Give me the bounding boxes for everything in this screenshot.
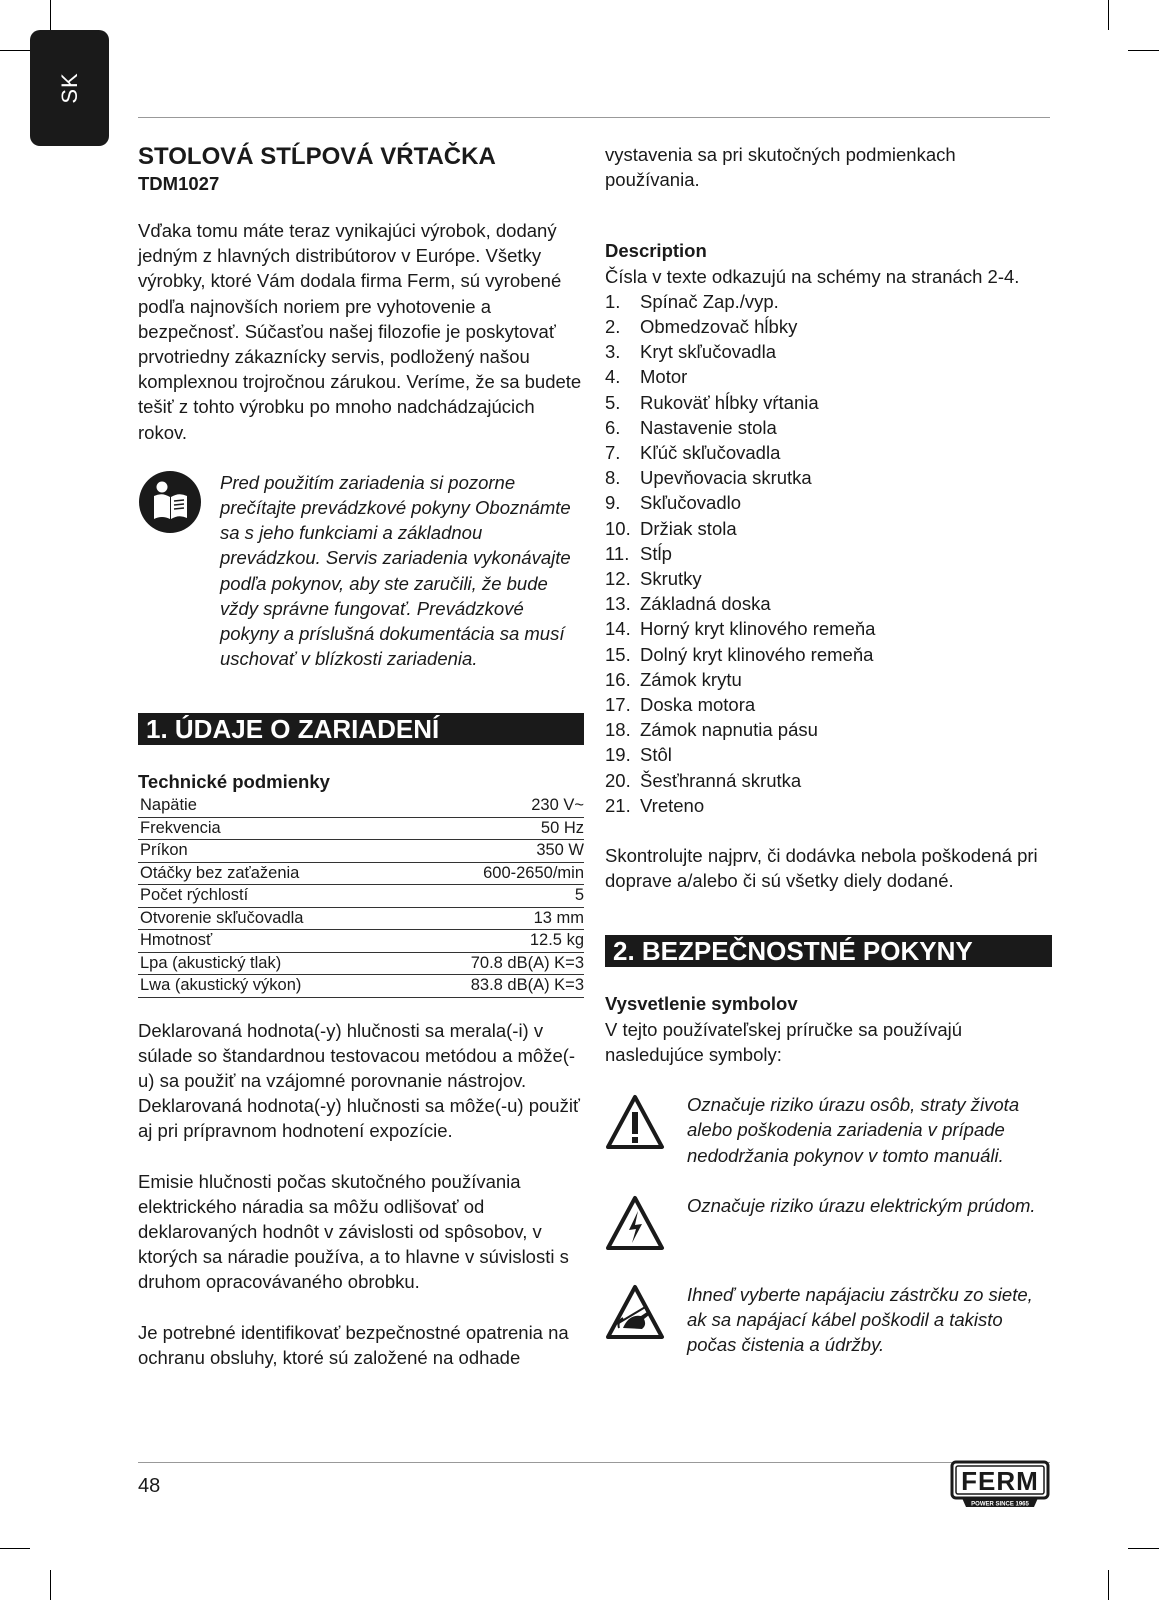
crop-mark bbox=[0, 50, 30, 51]
part-number: 19. bbox=[605, 744, 631, 766]
read-manual-icon bbox=[138, 470, 220, 672]
spec-row bbox=[138, 975, 584, 998]
spec-label: Otáčky bez zaťaženia bbox=[138, 862, 401, 885]
part-number: 18. bbox=[605, 719, 631, 741]
part-name: Šesťhranná skrutka bbox=[640, 769, 802, 791]
noise-paragraph: Deklarovaná hodnota(-y) hlučnosti sa merala(-i) v súlade so štandardnou testovacou metódou a môže(-u) sa použiť na vzájomné porovnanie nástrojov. bbox=[138, 1019, 576, 1092]
description-intro: Čísla v texte odkazujú na schémy na stranách 2-4. bbox=[605, 265, 1020, 287]
unplug-symbol-text: Ihneď vyberte napájaciu zástrčku zo siete, ak sa napájací kábel poškodil a takisto počas čistenia a údržby. bbox=[687, 1283, 1033, 1356]
part-name: Obmedzovač hĺbky bbox=[640, 316, 798, 338]
part-number: 4. bbox=[605, 366, 621, 388]
part-number: 17. bbox=[605, 694, 631, 716]
part-number: 6. bbox=[605, 416, 621, 438]
unplug-icon bbox=[605, 1282, 687, 1358]
list-item bbox=[605, 289, 1052, 314]
electric-hazard-icon bbox=[605, 1193, 687, 1257]
list-item bbox=[605, 642, 1052, 667]
spec-row bbox=[138, 907, 584, 930]
list-item bbox=[605, 768, 1052, 793]
part-number: 9. bbox=[605, 492, 621, 514]
svg-text:POWER SINCE 1965: POWER SINCE 1965 bbox=[971, 1501, 1029, 1508]
part-name: Vreteno bbox=[640, 794, 705, 816]
spec-row bbox=[138, 795, 584, 818]
page-title: STOLOVÁ STĹPOVÁ VŔTAČKA bbox=[138, 143, 496, 170]
list-item bbox=[605, 692, 1052, 717]
check-delivery-text: Skontrolujte najprv, či dodávka nebola poškodená pri doprave a/alebo či sú všetky diely dodané. bbox=[605, 845, 1038, 892]
top-rule bbox=[138, 117, 1050, 118]
noise-paragraph: Deklarovaná hodnota(-y) hlučnosti sa môže(-u) použiť aj pri prípravnom hodnotení expozície. bbox=[138, 1095, 580, 1142]
spec-value: 350 W bbox=[401, 840, 584, 863]
part-number: 3. bbox=[605, 341, 621, 363]
page-number: 48 bbox=[138, 1475, 161, 1497]
spec-value: 83.8 dB(A) K=3 bbox=[401, 975, 584, 998]
symbol-row bbox=[605, 1193, 1052, 1257]
noise-paragraph: Je potrebné identifikovať bezpečnostné opatrenia na ochranu obsluhy, ktoré sú založené na odhade bbox=[138, 1321, 569, 1368]
part-number: 10. bbox=[605, 517, 631, 539]
bottom-rule bbox=[138, 1462, 1050, 1463]
part-number: 20. bbox=[605, 769, 631, 791]
part-name: Zámok napnutia pásu bbox=[640, 719, 818, 741]
list-item bbox=[605, 591, 1052, 616]
part-number: 16. bbox=[605, 668, 631, 690]
part-number: 11. bbox=[605, 542, 630, 564]
warning-icon bbox=[605, 1092, 687, 1168]
part-number: 13. bbox=[605, 593, 631, 615]
list-item bbox=[605, 440, 1052, 465]
part-name: Doska motora bbox=[640, 694, 756, 716]
electric-symbol-text: Označuje riziko úrazu elektrickým prúdom. bbox=[687, 1194, 1036, 1216]
spec-value: 12.5 kg bbox=[401, 930, 584, 953]
part-name: Dolný kryt klinového remeňa bbox=[640, 643, 874, 665]
part-name: Zámok krytu bbox=[640, 668, 742, 690]
intro-paragraph: Vďaka tomu máte teraz vynikajúci výrobok, dodaný jedným z hlavných distribútorov v Európe. Všetky výrobky, ktoré Vám dodala firma Ferm, sú vyrobené podľa najnovších noriem pre vyhotovenie a bezpečnosť. Súčasťou našej filozofie je poskytovať prvotriedny zákaznícky servis, podložený našou komplexnou trojročnou zárukou. Veríme, že sa budete tešiť z tohto výrobku po mnoho nadchádzajúcich rokov. bbox=[138, 220, 582, 443]
part-name: Horný kryt klinového remeňa bbox=[640, 618, 876, 640]
spec-value: 230 V~ bbox=[401, 795, 584, 818]
list-item bbox=[605, 566, 1052, 591]
crop-mark bbox=[50, 1570, 51, 1600]
symbol-row bbox=[605, 1282, 1052, 1358]
list-item bbox=[605, 667, 1052, 692]
spec-value: 50 Hz bbox=[401, 817, 584, 840]
spec-row bbox=[138, 952, 584, 975]
part-name: Základná doska bbox=[640, 593, 771, 615]
part-name: Držiak stola bbox=[640, 517, 737, 539]
crop-mark bbox=[0, 1548, 30, 1549]
crop-mark bbox=[50, 0, 51, 30]
section-heading-1: 1. ÚDAJE O ZARIADENÍ bbox=[138, 713, 584, 745]
part-number: 5. bbox=[605, 391, 621, 413]
crop-mark bbox=[1108, 0, 1109, 30]
list-item bbox=[605, 541, 1052, 566]
parts-list bbox=[605, 289, 1052, 818]
language-tab bbox=[30, 30, 109, 146]
list-item bbox=[605, 314, 1052, 339]
manual-note-text: Pred použitím zariadenia si pozorne prečítajte prevádzkové pokyny Oboznámte sa s jeho funkciami a základnou prevádzkou. Servis zariadenia vykonávajte podľa pokynov, aby ste zaručili, že bude vždy správne fungovať. Prevádzkové pokyny a príslušná dokumentácia sa musí uschovať v blízkosti zariadenia. bbox=[220, 471, 571, 670]
spec-value: 70.8 dB(A) K=3 bbox=[401, 952, 584, 975]
symbols-intro: V tejto používateľskej príručke sa používajú nasledujúce symboly: bbox=[605, 1018, 963, 1065]
part-number: 8. bbox=[605, 467, 621, 489]
spec-value: 5 bbox=[401, 885, 584, 908]
part-number: 1. bbox=[605, 290, 621, 312]
part-name: Motor bbox=[640, 366, 688, 388]
part-number: 2. bbox=[605, 316, 621, 338]
spec-row bbox=[138, 840, 584, 863]
part-name: Kryt skľučovadla bbox=[640, 341, 776, 363]
list-item bbox=[605, 339, 1052, 364]
part-name: Stôl bbox=[640, 744, 672, 766]
spec-row bbox=[138, 885, 584, 908]
model-number: TDM1027 bbox=[138, 173, 220, 194]
part-name: Spínač Zap./vyp. bbox=[640, 290, 779, 312]
spec-label: Počet rýchlostí bbox=[138, 885, 401, 908]
svg-text:FERM: FERM bbox=[961, 1466, 1039, 1496]
description-heading: Description bbox=[605, 240, 707, 262]
part-number: 12. bbox=[605, 568, 631, 590]
spec-table bbox=[138, 795, 584, 998]
spec-label: Napätie bbox=[138, 795, 401, 818]
crop-mark bbox=[1128, 50, 1159, 51]
spec-label: Lwa (akustický výkon) bbox=[138, 975, 401, 998]
part-number: 15. bbox=[605, 643, 631, 665]
tech-heading: Technické podmienky bbox=[138, 771, 330, 793]
spec-row bbox=[138, 862, 584, 885]
ferm-logo bbox=[950, 1460, 1050, 1510]
continued-text: vystavenia sa pri skutočných podmienkach používania. bbox=[605, 144, 956, 191]
list-item bbox=[605, 616, 1052, 641]
symbols-heading: Vysvetlenie symbolov bbox=[605, 993, 798, 1015]
part-name: Skľučovadlo bbox=[640, 492, 742, 514]
section-heading-2: 2. BEZPEČNOSTNÉ POKYNY bbox=[605, 935, 1052, 967]
list-item bbox=[605, 465, 1052, 490]
spec-label: Frekvencia bbox=[138, 817, 401, 840]
part-name: Skrutky bbox=[640, 568, 702, 590]
language-code: SK bbox=[56, 72, 82, 104]
manual-note bbox=[138, 470, 584, 672]
part-number: 14. bbox=[605, 618, 631, 640]
part-name: Stĺp bbox=[640, 542, 672, 564]
crop-mark bbox=[1108, 1570, 1109, 1600]
list-item bbox=[605, 490, 1052, 515]
left-column bbox=[138, 142, 584, 1370]
list-item bbox=[605, 717, 1052, 742]
part-name: Kľúč skľučovadla bbox=[640, 442, 781, 464]
list-item bbox=[605, 793, 1052, 818]
part-name: Upevňovacia skrutka bbox=[640, 467, 812, 489]
symbol-row bbox=[605, 1092, 1052, 1168]
spec-row bbox=[138, 817, 584, 840]
part-number: 21. bbox=[605, 794, 631, 816]
spec-label: Lpa (akustický tlak) bbox=[138, 952, 401, 975]
spec-value: 13 mm bbox=[401, 907, 584, 930]
spec-label: Otvorenie skľučovadla bbox=[138, 907, 401, 930]
list-item bbox=[605, 742, 1052, 767]
spec-value: 600-2650/min bbox=[401, 862, 584, 885]
part-number: 7. bbox=[605, 442, 621, 464]
part-name: Nastavenie stola bbox=[640, 416, 777, 438]
crop-mark bbox=[1128, 1548, 1159, 1549]
list-item bbox=[605, 516, 1052, 541]
warning-symbol-text: Označuje riziko úrazu osôb, straty života alebo poškodenia zariadenia v prípade nedodržania pokynov v tomto manuáli. bbox=[687, 1094, 1020, 1166]
spec-label: Hmotnosť bbox=[138, 930, 401, 953]
list-item bbox=[605, 390, 1052, 415]
spec-row bbox=[138, 930, 584, 953]
right-column bbox=[605, 142, 1052, 1358]
list-item bbox=[605, 415, 1052, 440]
part-name: Rukoväť hĺbky vŕtania bbox=[640, 391, 819, 413]
list-item bbox=[605, 364, 1052, 389]
noise-paragraph: Emisie hlučnosti počas skutočného používania elektrického náradia sa môžu odlišovať od deklarovaných hodnôt v závislosti od spôsobov, v ktorých sa náradie používa, a to hlavne v súvislosti s druhom opracovávaného obrobku. bbox=[138, 1170, 569, 1293]
spec-label: Príkon bbox=[138, 840, 401, 863]
